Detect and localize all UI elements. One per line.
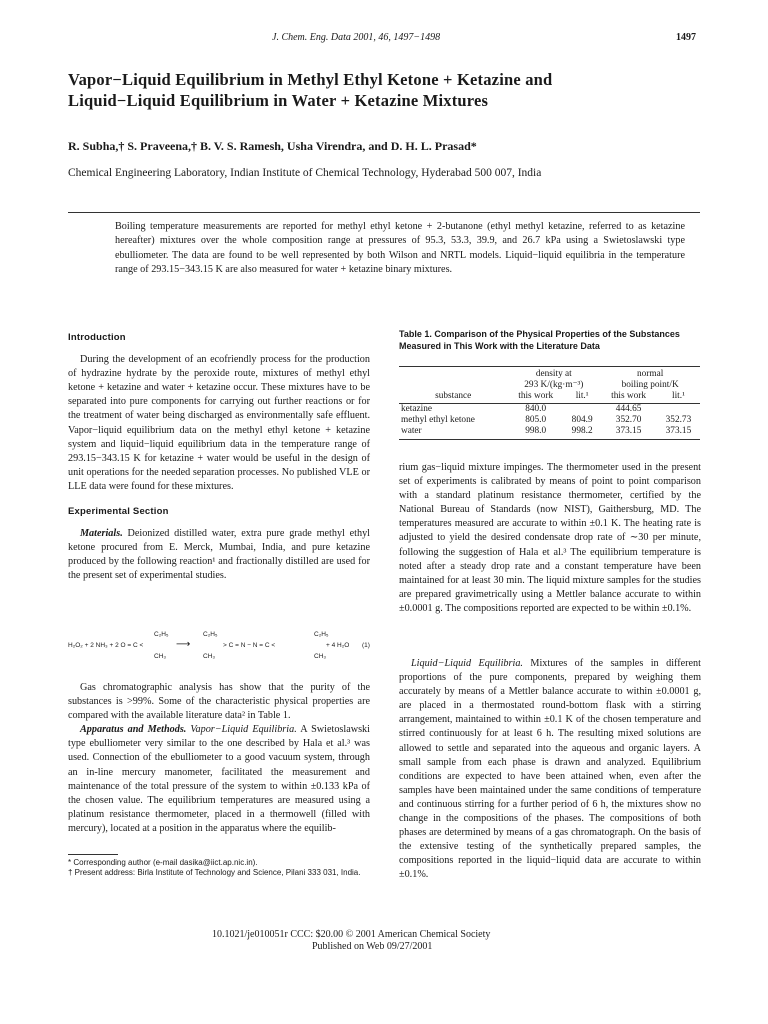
table-cell: 373.15	[657, 426, 700, 440]
lle-text: Mixtures of the samples in different proportions of the pure components, prepared by weighing them accurately by means of a Mettler balance accurate to within ±0.0001 g, are placed in a thermostated round-bottom flask with a stirring arrangement, maintained to within ±0.1 K of the chosen temperature and stirred continuously for at least 6 h. The resulting mixed solutions are allowed to settle and separated into the aqueous and organic layers. A small sample from each phase is drawn and analyzed. Equilibrium conditions are expected to have been attained when, even after the samples have been maintained under the same conditions of temperature and continuous stirring for a further period of 6 h, the mixtures show no change in the compositions of the phases. The compositions of both phases are determined by means of a gas chromatograph. On the basis of the extensive testing of the synthetically prepared samples, the compositions reported in the liquid−liquid data are accurate to within ±0.1%.	[399, 658, 701, 881]
materials-text: Deionized distilled water, extra pure grade methyl ethyl ketone procured from E. Merck, Mumbai, India, and pure ketazine produced by the following reaction¹ and fractionally distilled are used for the present set of experimental studies.	[68, 528, 370, 582]
apparatus-run-head: Apparatus and Methods.	[80, 724, 187, 736]
apparatus-text: A Swietoslawski type ebulliometer very similar to the one described by Hala et al.³ was used. Connection of the ebulliometer to a good vacuum system, through an in-line mercury manometer, facilitated the measurement and maintenance of the total pressure of the system to within ±0.133 kPa of the chosen value. The equilibrium temperatures are measured using a platinum resistance thermometer, placed in a thermowell (filled with mercury), located at a position in the apparatus where the equilib-	[68, 724, 370, 834]
journal-citation: J. Chem. Eng. Data 2001, 46, 1497−1498	[272, 32, 441, 43]
running-header	[0, 32, 768, 46]
apparatus-continued: rium gas−liquid mixture impinges. The thermometer used in the present set of experiments is calibrated by means of point to point comparison with a standard platinum resistance thermometer, certified by the National Bureau of Standards (now NIST), Gaithersburg, MD. The temperatures measured are accurate to within ±0.1 K. The heating rate is adjusted to yield the desired condensate drop rate of ∼30 per minute, following the suggestion of Hala et al.³ The equilibrium temperature is noted after a steady drop rate and a constant temperature have been maintained for at least 30 min. The liquid mixture samples for the studies are prepared gravimetrically using a Mettler balance accurate to within ±0.0001 g. The compositions reported are expected to be within ±0.1%.	[399, 462, 701, 614]
reaction-lhs: H₂O₂ + 2 NH₃ + 2 O = C <	[68, 642, 144, 649]
table-cell	[564, 404, 600, 416]
equation-number: (1)	[362, 642, 370, 649]
article-title	[68, 69, 708, 111]
title-line-2: Liquid−Liquid Equilibrium in Water + Ketazine Mixtures	[68, 91, 489, 110]
table-cell: 444.65	[615, 404, 642, 414]
density-header-l1: density at	[507, 367, 600, 381]
bp-lit-header: lit.¹	[657, 391, 700, 404]
table-cell: 352.70	[615, 415, 642, 425]
introduction-paragraph: During the development of an ecofriendly process for the production of hydrazine hydrate by the peroxide route, mixtures of methyl ethyl ketone + ketazine and water + ketazine occur. These mixtures have to be separated into pure components for carrying out further reactions or for the treatment of water being discharged as environmentally safe effluent. Vapor−liquid equilibrium data on the methyl ethyl ketone + ketazine system and liquid−liquid equilibrium data in the temperature range of 293.15−343.15 K for ketazine + water would be useful in the design of unit operations for the needed separation processes. No published VLE or LLE data were found for these mixtures.	[68, 354, 370, 492]
density-this-work-header: this work	[507, 391, 564, 404]
reaction-azine: > C = N − N = C <	[223, 642, 276, 649]
reaction-c2h5-1: C₂H₅	[154, 631, 169, 638]
title-line-1: Vapor−Liquid Equilibrium in Methyl Ethyl Ketone + Ketazine and	[68, 70, 553, 89]
table-cell: methyl ethyl ketone	[401, 415, 475, 425]
doi-line: 10.1021/je010051r CCC: $20.00 © 2001 American Chemical Society	[212, 929, 491, 940]
published-line: Published on Web 09/27/2001	[312, 941, 433, 952]
table-cell: 352.73	[665, 415, 692, 425]
materials-run-head: Materials.	[80, 528, 123, 540]
table-caption: Table 1. Comparison of the Physical Properties of the Substances Measured in This Work with the Literature Data	[399, 329, 680, 351]
table-row	[399, 404, 700, 416]
reaction-c2h5-3: C₂H₅	[314, 631, 329, 638]
table-cell: 805.0	[525, 415, 547, 425]
lle-paragraph	[399, 657, 701, 883]
footnote-rule	[68, 854, 118, 855]
abstract: Boiling temperature measurements are reported for methyl ethyl ketone + 2-butanone (ethyl methyl ketazine, referred to as ketazine hereafter) mixtures over the whole composition range at pressures of 95.3, 53.3, 39.9, and 26.7 kPa using a Swietoslawski type ebulliometer. The data are found to be well represented by both Wilson and NRTL models. Liquid−liquid equilibria in the temperature range of 293.15−343.15 K are also measured for water + ketazine binary mixtures.	[115, 221, 685, 275]
reaction-ch3-3: CH₃	[314, 653, 327, 660]
reaction-ch3-1: CH₃	[154, 653, 167, 660]
abstract-rule	[68, 212, 700, 213]
table-cell: 804.9	[571, 415, 593, 425]
reaction-scheme	[68, 628, 378, 662]
present-address-note: † Present address: Birla Institute of Technology and Science, Pilani 333 031, India.	[68, 868, 361, 877]
density-lit-header: lit.¹	[564, 391, 600, 404]
reaction-arrow: ⟶	[176, 639, 191, 650]
density-header-l2: 293 K/(kg·m⁻³)	[524, 380, 584, 390]
bp-header-l1: normal	[600, 367, 700, 381]
apparatus-paragraph	[68, 723, 370, 836]
corresponding-author-note: * Corresponding author (e-mail dasika@iict.ap.nic.in).	[68, 858, 258, 867]
table-cell: 998.2	[564, 426, 600, 440]
table-1	[399, 366, 700, 440]
right-column-top	[399, 461, 701, 616]
footnotes	[68, 858, 370, 878]
table-cell: 998.0	[507, 426, 564, 440]
page-number: 1497	[676, 32, 696, 43]
reaction-rhs: + 4 H₂O	[326, 642, 350, 649]
lle-subhead: Liquid−Liquid Equilibria.	[411, 658, 523, 669]
affiliation: Chemical Engineering Laboratory, Indian Institute of Chemical Technology, Hyderabad 500 007, India	[68, 167, 542, 179]
table-cell	[657, 404, 700, 416]
gc-paragraph: Gas chromatographic analysis has show that the purity of the substances is >99%. Some of the characteristic physical properties are compared with the available literature data² in Table 1.	[68, 682, 370, 722]
right-column-bottom	[399, 657, 701, 883]
table-row	[399, 426, 700, 440]
author-list: R. Subha,† S. Praveena,† B. V. S. Ramesh, Usha Virendra, and D. H. L. Prasad*	[68, 139, 477, 153]
experimental-heading: Experimental Section	[68, 506, 169, 518]
reaction-c2h5-2: C₂H₅	[203, 631, 218, 638]
vle-subhead: Vapor−Liquid Equilibria.	[186, 724, 297, 736]
table-cell: 373.15	[600, 426, 657, 440]
substance-header: substance	[399, 391, 507, 404]
reaction-ch3-2: CH₃	[203, 653, 216, 660]
introduction-heading: Introduction	[68, 332, 126, 343]
left-column-top	[68, 332, 370, 584]
table-cell: water	[399, 426, 507, 440]
left-column-bottom	[68, 681, 370, 836]
table-cell: ketazine	[401, 404, 432, 414]
table-row	[399, 415, 700, 426]
bp-header-l2: boiling point/K	[621, 380, 679, 390]
bp-this-work-header: this work	[600, 391, 657, 404]
materials-paragraph	[68, 527, 370, 583]
table-cell: 840.0	[525, 404, 547, 414]
